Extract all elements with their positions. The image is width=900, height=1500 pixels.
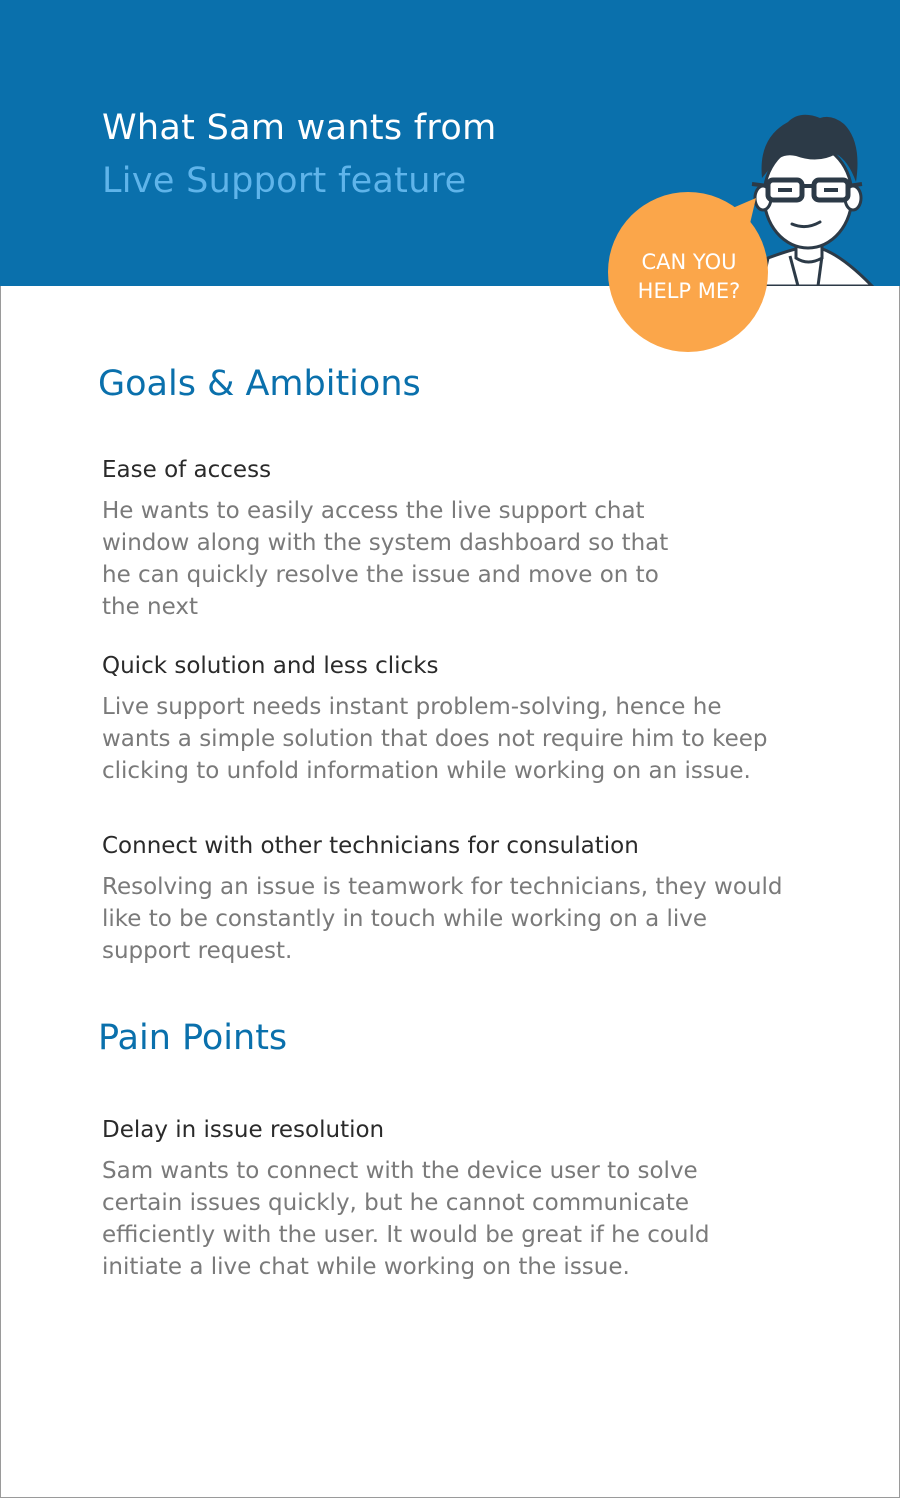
- body-line: the next: [102, 594, 199, 620]
- body-line: he can quickly resolve the issue and move on to: [102, 562, 659, 588]
- goals-section-title: Goals & Ambitions: [98, 364, 421, 404]
- page-subtitle: Live Support feature: [102, 161, 467, 201]
- page-title: What Sam wants from: [102, 108, 497, 148]
- goal-body-ease-of-access: [102, 495, 668, 623]
- body-line: window along with the system dashboard so that: [102, 530, 669, 556]
- body-line: Live support needs instant problem-solving, hence he: [102, 694, 722, 720]
- body-line: clicking to unfold information while working on an issue.: [102, 758, 751, 784]
- pain-body-delay: [102, 1155, 710, 1283]
- goal-title-connect-technicians: Connect with other technicians for consulation: [102, 833, 639, 859]
- body-line: He wants to easily access the live support chat: [102, 498, 645, 524]
- body-line: Sam wants to connect with the device user to solve: [102, 1158, 698, 1184]
- body-line: support request.: [102, 938, 293, 964]
- body-line: like to be constantly in touch while working on a live: [102, 906, 708, 932]
- goal-body-connect-technicians: [102, 871, 782, 967]
- pain-title-delay: Delay in issue resolution: [102, 1117, 385, 1143]
- body-line: efficiently with the user. It would be great if he could: [102, 1222, 710, 1248]
- bubble-line: CAN YOU: [641, 250, 737, 274]
- body-line: wants a simple solution that does not require him to keep: [102, 726, 768, 752]
- goal-title-quick-solution: Quick solution and less clicks: [102, 653, 439, 679]
- speech-bubble-text: [609, 248, 769, 306]
- pain-points-section-title: Pain Points: [98, 1018, 288, 1058]
- bubble-line: HELP ME?: [637, 279, 741, 303]
- body-line: certain issues quickly, but he cannot communicate: [102, 1190, 689, 1216]
- goal-body-quick-solution: [102, 691, 768, 787]
- goal-title-ease-of-access: Ease of access: [102, 457, 272, 483]
- body-line: Resolving an issue is teamwork for technicians, they would: [102, 874, 783, 900]
- body-line: initiate a live chat while working on the issue.: [102, 1254, 630, 1280]
